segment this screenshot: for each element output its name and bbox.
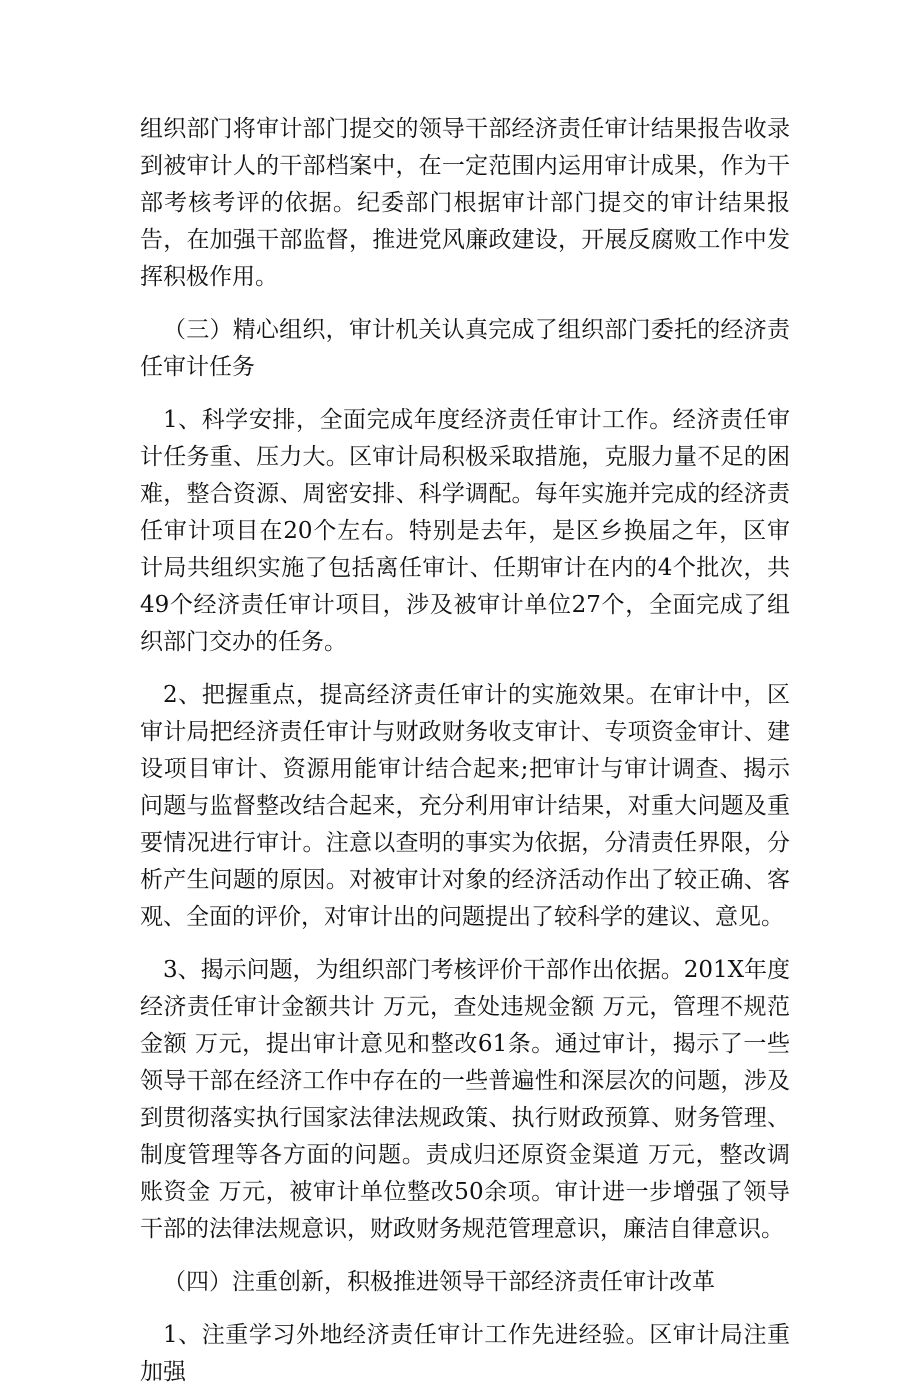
paragraph-item-1-section-four: 1、注重学习外地经济责任审计工作先进经验。区审计局注重加强: [140, 1322, 790, 1385]
paragraph-continuation: 组织部门将审计部门提交的领导干部经济责任审计结果报告收录到被审计人的干部档案中，在一定范围内运用审计成果，作为干部考核考评的依据。纪委部门根据审计部门提交的审计结果报告，在加强干部监督，推进党风廉政建设，开展反腐败工作中发挥积极作用。: [140, 116, 790, 290]
section-heading-four: （四）注重创新，积极推进领导干部经济责任审计改革: [163, 1269, 715, 1295]
section-heading-three: （三）精心组织，审计机关认真完成了组织部门委托的经济责任审计任务: [140, 317, 790, 380]
paragraph-item-1: 1、科学安排，全面完成年度经济责任审计工作。经济责任审计任务重、压力大。区审计局积极采取措施，克服力量不足的困难，整合资源、周密安排、科学调配。每年实施并完成的经济责任审计项目在20个左右。特别是去年，是区乡换届之年，区审计局共组织实施了包括离任审计、任期审计在内的4个批次，共49个经济责任审计项目，涉及被审计单位27个，全面完成了组织部门交办的任务。: [140, 407, 790, 655]
paragraph-item-2: 2、把握重点，提高经济责任审计的实施效果。在审计中，区审计局把经济责任审计与财政财务收支审计、专项资金审计、建设项目审计、资源用能审计结合起来;把审计与审计调查、揭示问题与监督整改结合起来，充分利用审计结果，对重大问题及重要情况进行审计。注意以查明的事实为依据，分清责任界限，分析产生问题的原因。对被审计对象的经济活动作出了较正确、客观、全面的评价，对审计出的问题提出了较科学的建议、意见。: [140, 682, 790, 930]
paragraph-item-3: 3、揭示问题，为组织部门考核评价干部作出依据。201X年度经济责任审计金额共计 万元，查处违规金额 万元，管理不规范金额 万元，提出审计意见和整改61条。通过审计，揭示了一些领导干部在经济工作中存在的一些普遍性和深层次的问题，涉及到贯彻落实执行国家法律法规政策、执行财政预算、财务管理、制度管理等各方面的问题。责成归还原资金渠道 万元，整改调账资金 万元，被审计单位整改50余项。审计进一步增强了领导干部的法律法规意识，财政财务规范管理意识，廉洁自律意识。: [140, 957, 790, 1242]
document-body: [140, 111, 790, 1391]
